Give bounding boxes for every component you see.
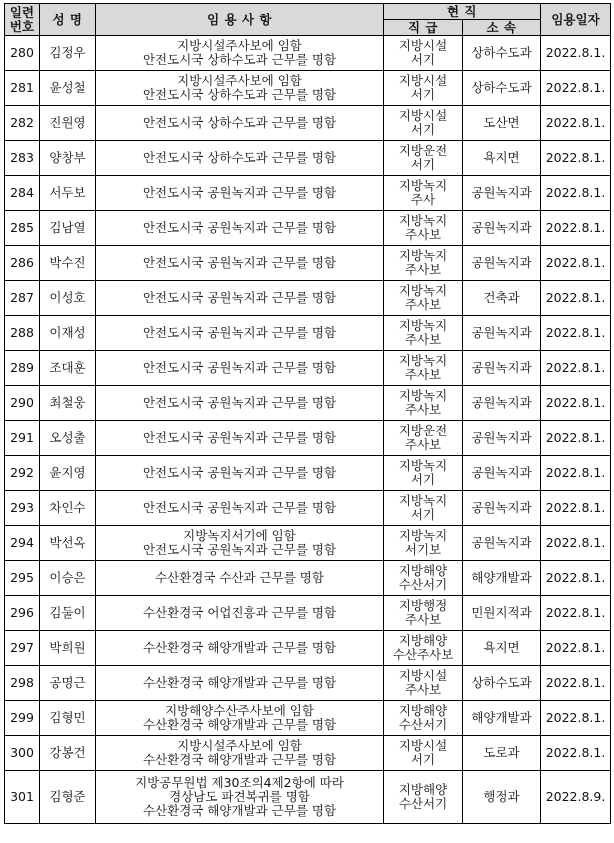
cell-appointment: 지방시설주사보에 임함 수산환경국 해양개발과 근무를 명함 — [96, 736, 384, 771]
cell-date: 2022.8.1. — [541, 281, 611, 316]
cell-serial: 294 — [5, 526, 40, 561]
table-row — [5, 141, 611, 176]
table-row — [5, 631, 611, 666]
cell-name: 조대훈 — [40, 351, 96, 386]
cell-rank: 지방시설 서기 — [384, 736, 463, 771]
cell-department: 공원녹지과 — [463, 316, 541, 351]
cell-name: 오성출 — [40, 421, 96, 456]
table-row — [5, 281, 611, 316]
cell-date: 2022.8.1. — [541, 561, 611, 596]
cell-rank: 지방녹지 서기 — [384, 491, 463, 526]
cell-date: 2022.8.1. — [541, 456, 611, 491]
cell-rank: 지방해양 수산주사보 — [384, 631, 463, 666]
table-row — [5, 771, 611, 824]
cell-serial: 296 — [5, 596, 40, 631]
table-row — [5, 386, 611, 421]
header-serial-line1: 일련 — [9, 4, 35, 20]
cell-rank: 지방시설 서기 — [384, 36, 463, 71]
header-row-1 — [5, 4, 611, 20]
cell-serial: 299 — [5, 701, 40, 736]
header-serial-number — [5, 4, 40, 36]
cell-rank: 지방녹지 주사보 — [384, 281, 463, 316]
cell-rank: 지방녹지 주사보 — [384, 316, 463, 351]
cell-department: 공원녹지과 — [463, 421, 541, 456]
cell-appointment: 안전도시국 공원녹지과 근무를 명함 — [96, 176, 384, 211]
cell-department: 상하수도과 — [463, 666, 541, 701]
cell-appointment: 안전도시국 공원녹지과 근무를 명함 — [96, 386, 384, 421]
cell-name: 김정우 — [40, 36, 96, 71]
cell-rank: 지방녹지 서기보 — [384, 526, 463, 561]
table-row — [5, 666, 611, 701]
cell-name: 이성호 — [40, 281, 96, 316]
cell-date: 2022.8.1. — [541, 211, 611, 246]
cell-name: 박희원 — [40, 631, 96, 666]
cell-appointment: 안전도시국 공원녹지과 근무를 명함 — [96, 456, 384, 491]
cell-date: 2022.8.1. — [541, 71, 611, 106]
cell-date: 2022.8.1. — [541, 491, 611, 526]
table-row — [5, 351, 611, 386]
cell-appointment: 안전도시국 공원녹지과 근무를 명함 — [96, 246, 384, 281]
cell-serial: 283 — [5, 141, 40, 176]
cell-name: 김형준 — [40, 771, 96, 824]
cell-department: 공원녹지과 — [463, 456, 541, 491]
cell-appointment: 지방시설주사보에 임함 안전도시국 상하수도과 근무를 명함 — [96, 71, 384, 106]
cell-rank: 지방행정 주사보 — [384, 596, 463, 631]
cell-rank: 지방녹지 주사보 — [384, 351, 463, 386]
cell-rank: 지방녹지 주사보 — [384, 386, 463, 421]
table-row — [5, 491, 611, 526]
cell-name: 윤지영 — [40, 456, 96, 491]
cell-rank: 지방운전 주사보 — [384, 421, 463, 456]
cell-rank: 지방녹지 서기 — [384, 456, 463, 491]
table-row — [5, 561, 611, 596]
cell-department: 공원녹지과 — [463, 491, 541, 526]
cell-appointment: 안전도시국 공원녹지과 근무를 명함 — [96, 421, 384, 456]
cell-rank: 지방녹지 주사 — [384, 176, 463, 211]
cell-appointment: 지방공무원법 제30조의4제2항에 따라 경상남도 파견복귀를 명함 수산환경국 해양개발과 근무를 명함 — [96, 771, 384, 824]
cell-department: 공원녹지과 — [463, 351, 541, 386]
cell-serial: 285 — [5, 211, 40, 246]
table-row — [5, 526, 611, 561]
header-rank: 직 급 — [384, 20, 463, 36]
cell-serial: 284 — [5, 176, 40, 211]
cell-date: 2022.8.1. — [541, 386, 611, 421]
cell-rank: 지방시설 주사보 — [384, 666, 463, 701]
cell-date: 2022.8.1. — [541, 316, 611, 351]
header-appointment-details: 임 용 사 항 — [96, 4, 384, 36]
cell-name: 강봉건 — [40, 736, 96, 771]
cell-appointment: 안전도시국 공원녹지과 근무를 명함 — [96, 491, 384, 526]
cell-department: 민원지적과 — [463, 596, 541, 631]
cell-department: 공원녹지과 — [463, 526, 541, 561]
cell-name: 김둘이 — [40, 596, 96, 631]
table-row — [5, 701, 611, 736]
cell-department: 공원녹지과 — [463, 246, 541, 281]
cell-date: 2022.8.1. — [541, 351, 611, 386]
header-department: 소 속 — [463, 20, 541, 36]
cell-department: 도산면 — [463, 106, 541, 141]
cell-serial: 290 — [5, 386, 40, 421]
cell-name: 이승은 — [40, 561, 96, 596]
cell-department: 해양개발과 — [463, 561, 541, 596]
cell-department: 상하수도과 — [463, 36, 541, 71]
cell-date: 2022.8.1. — [541, 701, 611, 736]
cell-department: 해양개발과 — [463, 701, 541, 736]
appointment-table — [4, 3, 611, 824]
cell-date: 2022.8.1. — [541, 141, 611, 176]
table-row — [5, 736, 611, 771]
table-row — [5, 36, 611, 71]
table-row — [5, 106, 611, 141]
header-name: 성 명 — [40, 4, 96, 36]
cell-department: 공원녹지과 — [463, 211, 541, 246]
cell-appointment: 안전도시국 상하수도과 근무를 명함 — [96, 106, 384, 141]
cell-serial: 288 — [5, 316, 40, 351]
cell-name: 이재성 — [40, 316, 96, 351]
table-row — [5, 71, 611, 106]
cell-serial: 301 — [5, 771, 40, 824]
cell-serial: 293 — [5, 491, 40, 526]
cell-date: 2022.8.1. — [541, 36, 611, 71]
cell-department: 공원녹지과 — [463, 386, 541, 421]
cell-rank: 지방해양 수산서기 — [384, 701, 463, 736]
cell-appointment: 안전도시국 공원녹지과 근무를 명함 — [96, 351, 384, 386]
cell-appointment: 안전도시국 공원녹지과 근무를 명함 — [96, 281, 384, 316]
cell-name: 박수진 — [40, 246, 96, 281]
table-row — [5, 316, 611, 351]
cell-date: 2022.8.1. — [541, 631, 611, 666]
cell-appointment: 지방해양수산주사보에 임함 수산환경국 해양개발과 근무를 명함 — [96, 701, 384, 736]
cell-date: 2022.8.1. — [541, 246, 611, 281]
cell-department: 도로과 — [463, 736, 541, 771]
cell-appointment: 수산환경국 어업진흥과 근무를 명함 — [96, 596, 384, 631]
cell-department: 욕지면 — [463, 631, 541, 666]
cell-appointment: 안전도시국 공원녹지과 근무를 명함 — [96, 316, 384, 351]
header-current-position: 현 직 — [384, 4, 541, 20]
cell-appointment: 수산환경국 수산과 근무를 명함 — [96, 561, 384, 596]
cell-date: 2022.8.1. — [541, 421, 611, 456]
cell-name: 공명근 — [40, 666, 96, 701]
cell-rank: 지방녹지 주사보 — [384, 246, 463, 281]
cell-name: 최철웅 — [40, 386, 96, 421]
cell-name: 차인수 — [40, 491, 96, 526]
cell-rank: 지방시설 서기 — [384, 71, 463, 106]
cell-department: 욕지면 — [463, 141, 541, 176]
cell-appointment: 안전도시국 공원녹지과 근무를 명함 — [96, 211, 384, 246]
cell-name: 윤성철 — [40, 71, 96, 106]
cell-rank: 지방운전 서기 — [384, 141, 463, 176]
cell-department: 행정과 — [463, 771, 541, 824]
cell-serial: 297 — [5, 631, 40, 666]
cell-appointment: 수산환경국 해양개발과 근무를 명함 — [96, 666, 384, 701]
cell-serial: 295 — [5, 561, 40, 596]
cell-appointment: 지방시설주사보에 임함 안전도시국 상하수도과 근무를 명함 — [96, 36, 384, 71]
cell-date: 2022.8.1. — [541, 526, 611, 561]
cell-serial: 300 — [5, 736, 40, 771]
table-row — [5, 176, 611, 211]
table-row — [5, 421, 611, 456]
cell-date: 2022.8.1. — [541, 176, 611, 211]
cell-rank: 지방시설 서기 — [384, 106, 463, 141]
table-row — [5, 456, 611, 491]
cell-serial: 298 — [5, 666, 40, 701]
header-appointment-date: 임용일자 — [541, 4, 611, 36]
cell-serial: 281 — [5, 71, 40, 106]
cell-department: 공원녹지과 — [463, 176, 541, 211]
cell-name: 진원영 — [40, 106, 96, 141]
cell-date: 2022.8.1. — [541, 596, 611, 631]
cell-serial: 280 — [5, 36, 40, 71]
cell-serial: 291 — [5, 421, 40, 456]
cell-appointment: 안전도시국 상하수도과 근무를 명함 — [96, 141, 384, 176]
cell-date: 2022.8.9. — [541, 771, 611, 824]
cell-serial: 292 — [5, 456, 40, 491]
cell-serial: 289 — [5, 351, 40, 386]
cell-name: 서두보 — [40, 176, 96, 211]
cell-date: 2022.8.1. — [541, 106, 611, 141]
cell-serial: 286 — [5, 246, 40, 281]
cell-rank: 지방해양 수산서기 — [384, 771, 463, 824]
cell-appointment: 수산환경국 해양개발과 근무를 명함 — [96, 631, 384, 666]
cell-name: 김남열 — [40, 211, 96, 246]
cell-rank: 지방녹지 주사보 — [384, 211, 463, 246]
cell-rank: 지방해양 수산서기 — [384, 561, 463, 596]
cell-appointment: 지방녹지서기에 임함 안전도시국 공원녹지과 근무를 명함 — [96, 526, 384, 561]
table-row — [5, 596, 611, 631]
table-row — [5, 246, 611, 281]
cell-department: 건축과 — [463, 281, 541, 316]
table-row — [5, 211, 611, 246]
cell-department: 상하수도과 — [463, 71, 541, 106]
cell-serial: 287 — [5, 281, 40, 316]
cell-name: 양창부 — [40, 141, 96, 176]
cell-date: 2022.8.1. — [541, 736, 611, 771]
cell-name: 박선옥 — [40, 526, 96, 561]
header-serial-line2: 번호 — [9, 18, 35, 34]
cell-name: 김형민 — [40, 701, 96, 736]
cell-date: 2022.8.1. — [541, 666, 611, 701]
cell-serial: 282 — [5, 106, 40, 141]
